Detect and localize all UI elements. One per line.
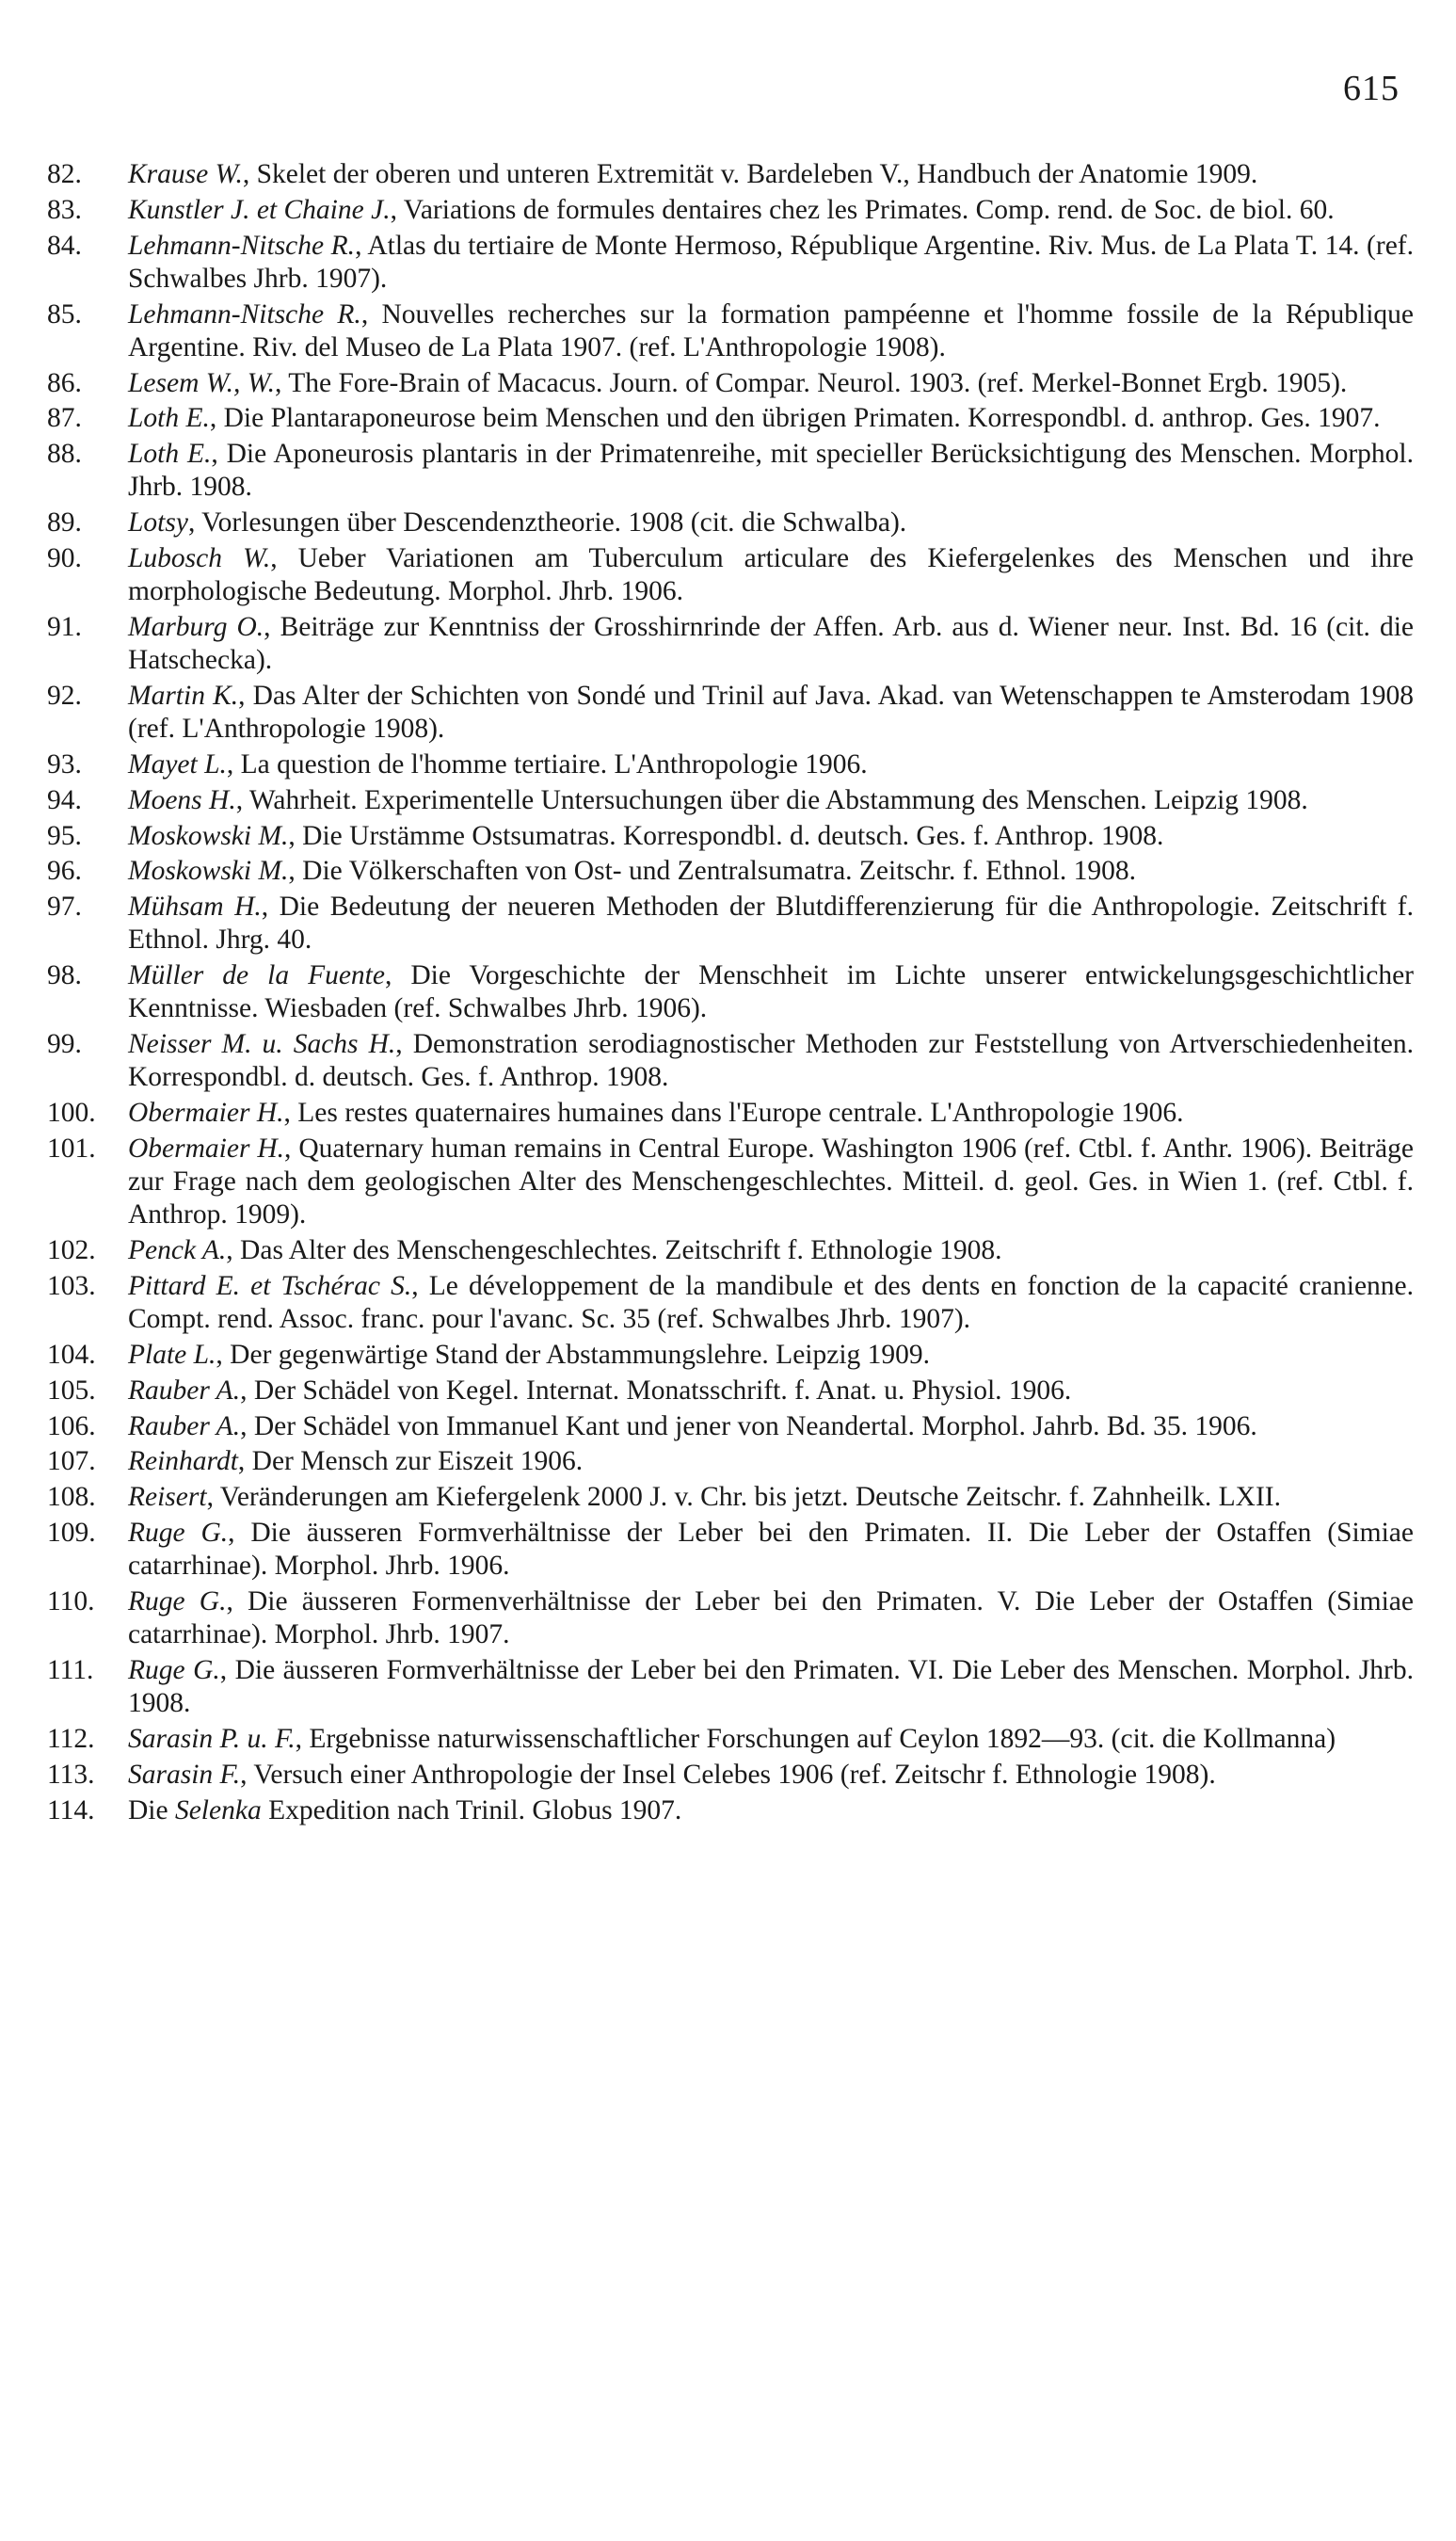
reference-entry — [47, 1270, 1414, 1336]
reference-author: Loth E. — [128, 439, 212, 470]
reference-author: Ruge G. — [128, 1517, 229, 1548]
reference-author: Lehmann-Nitsche R. — [128, 230, 356, 261]
reference-entry — [47, 784, 1414, 817]
reference-author: Lehmann-Nitsche R. — [128, 298, 361, 330]
reference-entry — [47, 1339, 1414, 1372]
reference-number: 90. — [47, 542, 82, 573]
reference-text: , Die äusseren Formenverhältnisse der Leber bei den Primaten. V. Die Leber der Ostaffen (Simiae catarrhinae). Morphol. Jhrb. 1907. — [128, 1585, 1414, 1650]
reference-number: 111. — [47, 1654, 94, 1685]
reference-author: Loth E. — [128, 403, 210, 434]
reference-author: Mühsam H. — [128, 892, 262, 923]
reference-number: 105. — [47, 1375, 96, 1406]
reference-number: 84. — [47, 230, 82, 261]
reference-text: , Demonstration serodiagnostischer Methoden zur Feststellung von Artverschiedenheiten. Korrespondbl. d. deutsch. Ges. f. Anthrop. 1908. — [128, 1029, 1414, 1093]
reference-text: , Les restes quaternaires humaines dans l'Europe centrale. L'Anthropologie 1906. — [283, 1098, 1184, 1129]
reference-number: 106. — [47, 1410, 96, 1441]
reference-entry — [47, 1585, 1414, 1651]
reference-text: , Die äusseren Formverhältnisse der Leber bei den Primaten. II. Die Leber der Ostaffen (Simiae catarrhinae). Morphol. Jhrb. 1906. — [128, 1517, 1414, 1582]
reference-number: 112. — [47, 1723, 95, 1754]
reference-entry — [47, 194, 1414, 227]
reference-number: 98. — [47, 960, 82, 991]
reference-number: 83. — [47, 194, 82, 225]
reference-entry — [47, 402, 1414, 435]
reference-text: , Ueber Variationen am Tuberculum articulare des Kiefergelenkes des Menschen und ihre morphologische Bedeutung. Morphol. Jhrb. 1906. — [128, 542, 1414, 607]
reference-entry — [47, 1654, 1414, 1720]
reference-author: Lesem W., W. — [128, 367, 275, 398]
reference-prefix: Die — [128, 1794, 175, 1825]
reference-list — [47, 158, 1414, 1829]
reference-entry — [47, 891, 1414, 957]
reference-text: , Le développement de la mandibule et des dents en fonction de la capacité cranienne. Compt. rend. Assoc. franc. pour l'avanc. Sc. 35 (ref. Schwalbes Jhrb. 1907). — [128, 1270, 1415, 1335]
reference-entry — [47, 959, 1414, 1025]
reference-entry — [47, 1794, 1414, 1827]
reference-author: Plate L. — [128, 1339, 216, 1370]
reference-author: Rauber A. — [128, 1375, 241, 1406]
reference-entry — [47, 611, 1414, 677]
reference-author: Lotsy — [128, 507, 188, 539]
reference-entry — [47, 680, 1414, 746]
reference-author: Kunstler J. et Chaine J. — [128, 194, 391, 225]
reference-text: , Skelet der oberen und unteren Extremität v. Bardeleben V., Handbuch der Anatomie 1909. — [242, 159, 1258, 189]
reference-text: , The Fore-Brain of Macacus. Journ. of Compar. Neurol. 1903. (ref. Merkel-Bonnet Ergb. 1905). — [274, 367, 1348, 398]
reference-number: 110. — [47, 1585, 95, 1616]
reference-number: 107. — [47, 1446, 96, 1477]
reference-author: Moskowski M. — [128, 820, 289, 851]
reference-entry — [47, 748, 1414, 781]
reference-text: Expedition nach Trinil. Globus 1907. — [261, 1794, 682, 1825]
reference-author: Neisser M. u. Sachs H. — [128, 1029, 396, 1060]
reference-author: Rauber A. — [128, 1410, 241, 1441]
reference-author: Müller de la Fuente — [128, 960, 385, 991]
reference-text: , Der gegenwärtige Stand der Abstammungslehre. Leipzig 1909. — [216, 1339, 931, 1370]
reference-number: 89. — [47, 507, 82, 539]
reference-text: , Vorlesungen über Descendenztheorie. 1908 (cit. die Schwalba). — [187, 507, 907, 539]
reference-number: 101. — [47, 1133, 96, 1164]
reference-text: , Versuch einer Anthropologie der Insel Celebes 1906 (ref. Zeitschr f. Ethnologie 1908). — [240, 1759, 1216, 1790]
reference-number: 96. — [47, 856, 82, 887]
reference-text: , Der Schädel von Kegel. Internat. Monatsschrift. f. Anat. u. Physiol. 1906. — [240, 1375, 1072, 1406]
reference-number: 103. — [47, 1270, 96, 1301]
reference-text: , Das Alter der Schichten von Sondé und Trinil auf Java. Akad. van Wetenschappen te Amsterodam 1908 (ref. L'Anthropologie 1908). — [128, 680, 1414, 745]
reference-number: 93. — [47, 748, 82, 780]
reference-author: Sarasin P. u. F. — [128, 1723, 296, 1754]
reference-author: Penck A. — [128, 1235, 227, 1266]
reference-text: , La question de l'homme tertiaire. L'Anthropologie 1906. — [226, 748, 868, 780]
reference-author: Moskowski M. — [128, 856, 289, 887]
reference-number: 104. — [47, 1339, 96, 1370]
reference-number: 82. — [47, 159, 82, 189]
reference-author: Obermaier H. — [128, 1133, 285, 1164]
reference-number: 99. — [47, 1029, 82, 1060]
reference-entry — [47, 1481, 1414, 1514]
reference-entry — [47, 367, 1414, 400]
reference-number: 87. — [47, 403, 82, 434]
reference-number: 108. — [47, 1482, 96, 1513]
reference-author: Mayet L. — [128, 748, 227, 780]
reference-text: , Quaternary human remains in Central Europe. Washington 1906 (ref. Ctbl. f. Anthr. 1906). Beiträge zur Frage nach dem geologischen Alter des Menschengeschlechtes. Mitteil. d. geol. Ges. in Wien 1. (ref. Ctbl. f. Anthrop. 1909). — [128, 1133, 1414, 1230]
reference-text: , Der Mensch zur Eiszeit 1906. — [237, 1446, 584, 1477]
reference-author: Reisert — [128, 1482, 207, 1513]
reference-author: Reinhardt — [128, 1446, 238, 1477]
reference-entry — [47, 1445, 1414, 1478]
reference-text: , Die Urstämme Ostsumatras. Korrespondbl. d. deutsch. Ges. f. Anthrop. 1908. — [288, 820, 1164, 851]
reference-entry — [47, 158, 1414, 191]
reference-text: , Ergebnisse naturwissenschaftlicher Forschungen auf Ceylon 1892—93. (cit. die Kollmanna) — [295, 1723, 1336, 1754]
reference-text: , Die Bedeutung der neueren Methoden der Blutdifferenzierung für die Anthropologie. Zeitschrift f. Ethnol. Jhrg. 40. — [128, 892, 1414, 956]
reference-author: Pittard E. et Tschérac S. — [128, 1270, 412, 1301]
reference-entry — [47, 1097, 1414, 1130]
reference-author: Krause W. — [128, 159, 243, 189]
reference-entry — [47, 298, 1414, 364]
reference-text: , Die Vorgeschichte der Menschheit im Lichte unserer entwickelungsgeschichtlicher Kenntnisse. Wiesbaden (ref. Schwalbes Jhrb. 1906). — [128, 960, 1414, 1024]
reference-entry — [47, 820, 1414, 853]
reference-entry — [47, 1517, 1414, 1583]
reference-number: 109. — [47, 1517, 96, 1548]
reference-entry — [47, 855, 1414, 888]
reference-author: Sarasin F. — [128, 1759, 241, 1790]
reference-author: Marburg O. — [128, 611, 264, 642]
reference-number: 102. — [47, 1235, 96, 1266]
reference-entry — [47, 542, 1414, 608]
reference-text: , Die äusseren Formverhältnisse der Leber bei den Primaten. VI. Die Leber des Menschen. Morphol. Jhrb. 1908. — [128, 1654, 1414, 1719]
reference-entry — [47, 507, 1414, 539]
reference-text: , Die Völkerschaften von Ost- und Zentralsumatra. Zeitschr. f. Ethnol. 1908. — [288, 856, 1137, 887]
reference-text: , Das Alter des Menschengeschlechtes. Zeitschrift f. Ethnologie 1908. — [226, 1235, 1002, 1266]
reference-number: 95. — [47, 820, 82, 851]
reference-number: 88. — [47, 439, 82, 470]
reference-text: , Die Plantaraponeurose beim Menschen und den übrigen Primaten. Korrespondbl. d. anthrop. Ges. 1907. — [209, 403, 1381, 434]
reference-text: , Veränderungen am Kiefergelenk 2000 J. v. Chr. bis jetzt. Deutsche Zeitschr. f. Zahnheilk. LXII. — [206, 1482, 1282, 1513]
reference-text: , Variations de formules dentaires chez les Primates. Comp. rend. de Soc. de biol. 60. — [390, 194, 1335, 225]
reference-author: Selenka — [174, 1794, 262, 1825]
reference-author: Ruge G. — [128, 1585, 227, 1616]
reference-number: 100. — [47, 1098, 96, 1129]
reference-author: Martin K. — [128, 680, 239, 711]
reference-text: , Wahrheit. Experimentelle Untersuchungen über die Abstammung des Menschen. Leipzig 1908. — [235, 784, 1308, 815]
reference-number: 114. — [47, 1794, 95, 1825]
reference-number: 113. — [47, 1759, 95, 1790]
reference-entry — [47, 1028, 1414, 1094]
reference-entry — [47, 1375, 1414, 1407]
reference-number: 97. — [47, 892, 82, 923]
reference-entry — [47, 1133, 1414, 1232]
reference-number: 92. — [47, 680, 82, 711]
page-number: 615 — [1343, 69, 1400, 108]
reference-author: Ruge G. — [128, 1654, 220, 1685]
reference-entry — [47, 1410, 1414, 1443]
reference-author: Moens H. — [128, 784, 236, 815]
reference-text: , Die Aponeurosis plantaris in der Primatenreihe, mit specieller Berücksichtigung des Menschen. Morphol. Jhrb. 1908. — [128, 439, 1414, 503]
reference-author: Lubosch W. — [128, 542, 271, 573]
reference-text: , Beiträge zur Kenntniss der Grosshirnrinde der Affen. Arb. aus d. Wiener neur. Inst. Bd. 16 (cit. die Hatschecka). — [128, 611, 1414, 676]
reference-author: Obermaier H. — [128, 1098, 284, 1129]
reference-entry — [47, 438, 1414, 504]
reference-entry — [47, 1234, 1414, 1267]
reference-number: 85. — [47, 298, 82, 330]
reference-entry — [47, 1759, 1414, 1792]
reference-number: 86. — [47, 367, 82, 398]
reference-text: , Nouvelles recherches sur la formation pampéenne et l'homme fossile de la République Argentine. Riv. del Museo de La Plata 1907. (ref. L'Anthropologie 1908). — [128, 298, 1414, 362]
reference-entry — [47, 1723, 1414, 1756]
reference-number: 94. — [47, 784, 82, 815]
reference-text: , Der Schädel von Immanuel Kant und jener von Neandertal. Morphol. Jahrb. Bd. 35. 1906. — [240, 1410, 1257, 1441]
reference-number: 91. — [47, 611, 82, 642]
reference-entry — [47, 230, 1414, 296]
reference-text: , Atlas du tertiaire de Monte Hermoso, République Argentine. Riv. Mus. de La Plata T. 14. (ref. Schwalbes Jhrb. 1907). — [128, 230, 1414, 294]
